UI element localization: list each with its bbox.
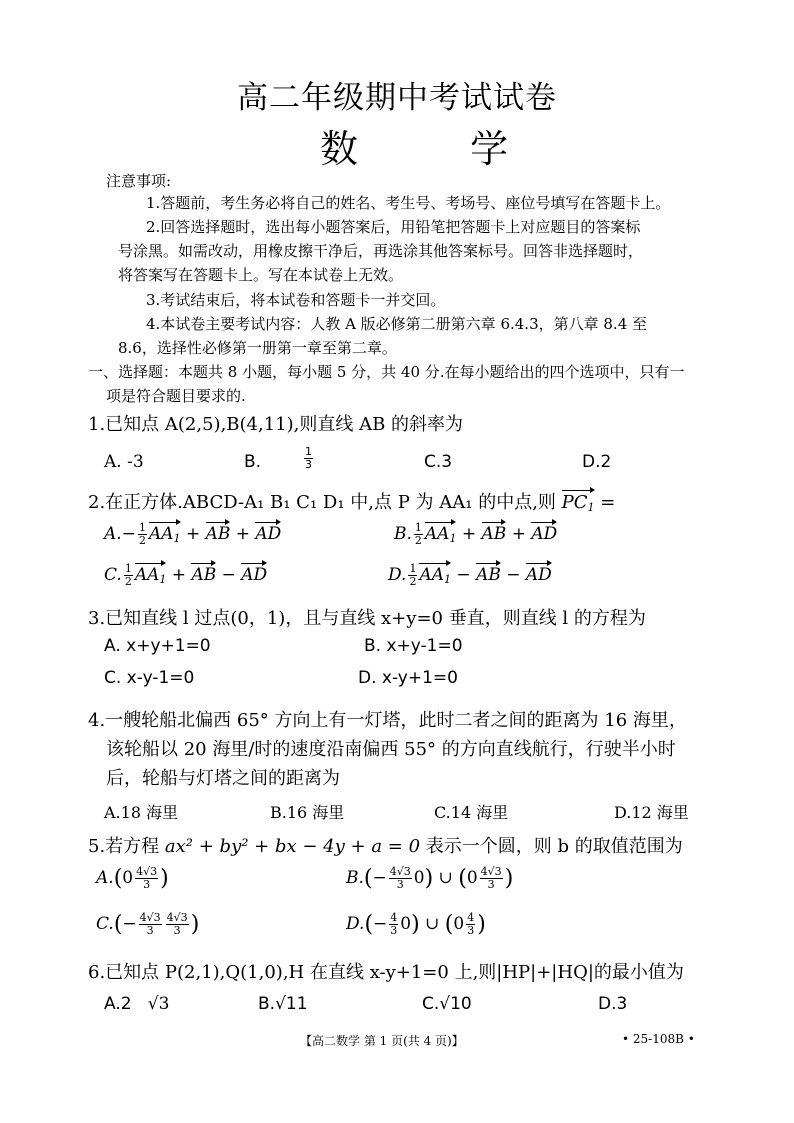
question-6-option-c: C.√10 [422, 994, 472, 1014]
question-3-option-c: C. x-y-1=0 [104, 668, 195, 688]
exam-subject: 数 学 [320, 127, 559, 171]
question-4-option-d: D.12 海里 [614, 803, 689, 822]
note-2-line-1: 2.回答选择题时，选出每小题答案后，用铅笔把答题卡上对应题目的答案标 [146, 218, 641, 236]
question-1-option-d: D.2 [582, 452, 612, 472]
question-3-option-b: B. x+y-1=0 [364, 636, 463, 656]
notes-heading: 注意事项: [106, 172, 172, 190]
question-1-option-b-value [302, 446, 315, 471]
note-4-line-2: 8.6，选择性必修第一册第一章至第二章。 [118, 339, 397, 357]
question-4-option-b: B.16 海里 [270, 803, 345, 822]
question-4-line-2: 该轮船以 20 海里/时的速度沿南偏西 55° 的方向直线航行，行驶半小时 [106, 739, 676, 760]
question-2-option-c: C. $\frac{1}{2}$ $AA_1$ + AB − AD [104, 562, 268, 588]
footer-code: • 25-108B • [622, 1032, 695, 1046]
note-1: 1.答题前，考生务必将自己的姓名、考生号、考场号、座位号填写在答题卡上。 [146, 194, 671, 212]
footer-page-number: 【高二数学 第 1 页(共 4 页)】 [300, 1034, 464, 1048]
question-1-stem: 1.已知点 A(2,5),B(4,11),则直线 AB 的斜率为 [88, 414, 464, 435]
question-2-stem-text: 2.在正方体.ABCD-A₁ B₁ C₁ D₁ 中,点 P 为 AA₁ 的中点,则 [88, 492, 556, 513]
question-2-option-b: B. $\frac{1}{2}$ $AA_1$ + AB + AD [394, 521, 558, 547]
question-3-option-d: D. x-y+1=0 [358, 668, 458, 688]
question-1-option-a: A. -3 [104, 452, 144, 472]
note-2-line-2: 号涂黑。如需改动，用橡皮擦干净后，再选涂其他答案标号。回答非选择题时， [118, 242, 644, 260]
equals-sign: = [600, 492, 616, 513]
question-4-option-a: A.18 海里 [104, 803, 179, 822]
question-6-option-a: A.2 √3 [104, 994, 170, 1014]
question-2-stem [88, 488, 615, 514]
fraction-numerator: 1 [305, 445, 312, 458]
question-5-option-b: B.(− $\frac{4√3}{3}$ 0) ∪ (0 $\frac{4√3}{3}$ ) [346, 865, 514, 891]
question-4-option-c: C.14 海里 [434, 803, 509, 822]
section-heading-line-1: 一、选择题：本题共 8 小题，每小题 5 分，共 40 分.在每小题给出的四个选项中，只有一 [88, 363, 685, 381]
question-5-stem: 5.若方程 ax² + by² + bx − 4y + a = 0 表示一个圆，则 b 的取值范围为 [88, 836, 683, 857]
question-3-option-a: A. x+y+1=0 [104, 636, 211, 656]
question-4-line-1: 4.一艘轮船北偏西 65° 方向上有一灯塔，此时二者之间的距离为 16 海里， [88, 710, 687, 731]
vector-pc1: $PC_1$ [561, 492, 595, 514]
question-1-option-b-label: B. [244, 452, 262, 472]
question-2-option-a: A.− $\frac{1}{2}$ $AA_1$ + AB + AD [104, 521, 282, 547]
question-6-option-d: D.3 [598, 994, 628, 1014]
exam-title: 高二年级期中考试试卷 [237, 80, 557, 116]
question-6-option-b: B.√11 [258, 994, 308, 1014]
question-5-option-a: A.(0 $\frac{4√3}{3}$ ) [96, 865, 169, 891]
fraction-denominator: 3 [305, 458, 312, 471]
question-1-option-c: C.3 [424, 452, 453, 472]
note-3: 3.考试结束后，将本试卷和答题卡一并交回。 [146, 291, 446, 309]
note-4-line-1: 4.本试卷主要考试内容：人教 A 版必修第二册第六章 6.4.3，第八章 8.4 至 [146, 315, 648, 333]
question-2-option-d: D. $\frac{1}{2}$ $AA_1$ − AB − AD [388, 562, 552, 588]
question-5-option-d: D.(− $\frac{4}{3}$ 0) ∪ (0 $\frac{4}{3}$ ) [346, 911, 486, 937]
circle-equation: ax² + by² + bx − 4y + a = 0 [164, 836, 421, 857]
question-5-option-c: C.(− $\frac{4√3}{3}$ $\frac{4√3}{3}$ ) [96, 911, 200, 937]
question-4-line-3: 后，轮船与灯塔之间的距离为 [106, 768, 340, 789]
note-2-line-3: 将答案写在答题卡上。写在本试卷上无效。 [118, 266, 404, 284]
question-6-stem: 6.已知点 P(2,1),Q(1,0),H 在直线 x-y+1=0 上,则|HP|+|HQ|的最小值为 [88, 962, 684, 983]
question-3-stem: 3.已知直线 l 过点(0，1)，且与直线 x+y=0 垂直，则直线 l 的方程为 [88, 608, 646, 629]
section-heading-line-2: 项是符合题目要求的. [106, 387, 246, 405]
